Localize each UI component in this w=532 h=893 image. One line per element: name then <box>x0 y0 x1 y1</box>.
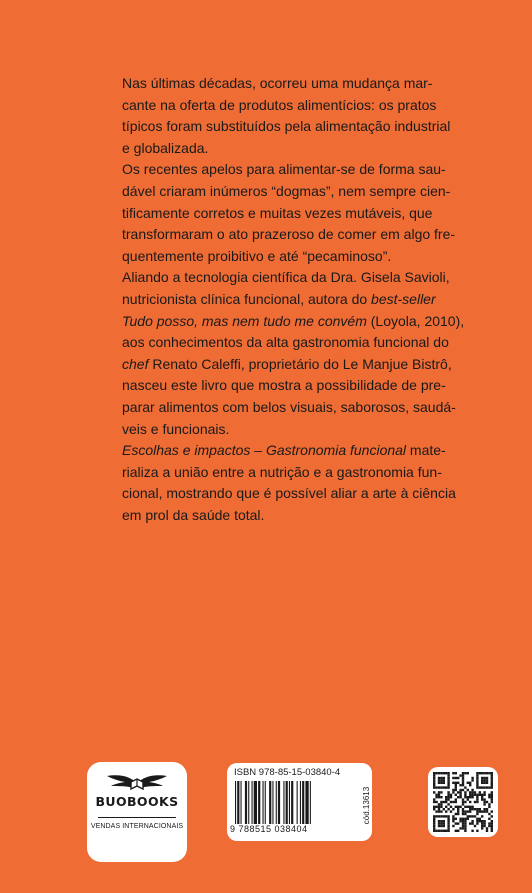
blurb-line <box>122 203 433 225</box>
text-segment: nutricionista clínica funcional, autora do <box>122 290 372 307</box>
blurb-line <box>122 505 407 527</box>
italic-text: chef <box>122 355 149 372</box>
back-cover-blurb <box>122 73 465 526</box>
blurb-line <box>122 311 465 333</box>
blurb-line <box>122 289 436 311</box>
blurb-line <box>122 440 446 462</box>
blurb-line <box>122 397 456 419</box>
text-segment: tificamente corretos e muitas vezes mutáveis, que <box>122 204 433 221</box>
blurb-line <box>122 116 451 138</box>
text-segment: quentemente proibitivo e até “pecaminoso”. <box>122 247 392 264</box>
text-segment: parar alimentos com belos visuais, saborosos, saudá- <box>122 398 456 415</box>
italic-text: best-seller <box>371 290 436 307</box>
publisher-badge <box>87 762 187 862</box>
text-segment: e globalizada. <box>122 139 209 156</box>
badge-divider <box>98 817 176 818</box>
text-segment: veis e funcionais. <box>122 420 230 437</box>
blurb-line <box>122 354 452 376</box>
text-segment: nasceu este livro que mostra a possibilidade de pre- <box>122 377 446 394</box>
isbn-number: ISBN 978-85-15-03840-4 <box>234 767 341 778</box>
blurb-line <box>122 181 451 203</box>
text-segment: dável criaram inúmeros “dogmas”, nem sempre cien- <box>122 182 451 199</box>
publisher-name: BUOBOOKS <box>95 794 179 809</box>
text-segment: aos conhecimentos da alta gastronomia funcional do <box>122 334 449 351</box>
isbn-barcode <box>227 763 372 841</box>
italic-text: Tudo posso, mas nem tudo me convém <box>122 312 367 329</box>
blurb-line <box>122 419 407 441</box>
text-segment: transformaram o ato prazeroso de comer em algo fre- <box>122 226 456 243</box>
blurb-line <box>122 332 449 354</box>
back-cover-footer <box>0 760 532 870</box>
blurb-line <box>122 224 456 246</box>
text-segment: mate- <box>406 442 446 459</box>
blurb-line <box>122 267 450 289</box>
product-code: cód.13613 <box>362 786 372 825</box>
text-segment: Nas últimas décadas, ocorreu uma mudança mar- <box>122 75 433 91</box>
qr-code-icon <box>433 772 493 832</box>
text-segment: cante na oferta de produtos alimentícios: os pratos <box>122 96 437 113</box>
wings-book-icon <box>105 770 169 792</box>
text-segment: Os recentes apelos para alimentar-se de forma sau- <box>122 161 446 178</box>
blurb-line <box>122 138 407 160</box>
text-segment: cional, mostrando que é possível aliar a arte à ciência <box>122 485 456 502</box>
text-segment: típicos foram substituídos pela alimentação industrial <box>122 118 451 135</box>
blurb-line <box>122 462 442 484</box>
italic-text: Escolhas e impactos – Gastronomia funcional <box>122 442 407 459</box>
text-segment: em prol da saúde total. <box>122 506 265 523</box>
qr-code <box>428 767 498 837</box>
text-segment: Aliando a tecnologia científica da Dra. Gisela Savioli, <box>122 269 450 286</box>
barcode-bars <box>235 781 343 824</box>
barcode-digits: 9 788515 038404 <box>230 824 308 834</box>
blurb-line <box>122 159 446 181</box>
text-segment: rializa a união entre a nutrição e a gastronomia fun- <box>122 463 442 480</box>
text-segment: (Loyola, 2010), <box>366 312 465 329</box>
sales-label: VENDAS INTERNACIONAIS <box>90 823 184 830</box>
blurb-line <box>122 73 433 95</box>
blurb-line <box>122 375 446 397</box>
blurb-line <box>122 246 407 268</box>
text-segment: Renato Caleffi, proprietário do Le Manjue Bistrô, <box>148 355 452 372</box>
blurb-line <box>122 95 437 117</box>
blurb-line <box>122 483 456 505</box>
